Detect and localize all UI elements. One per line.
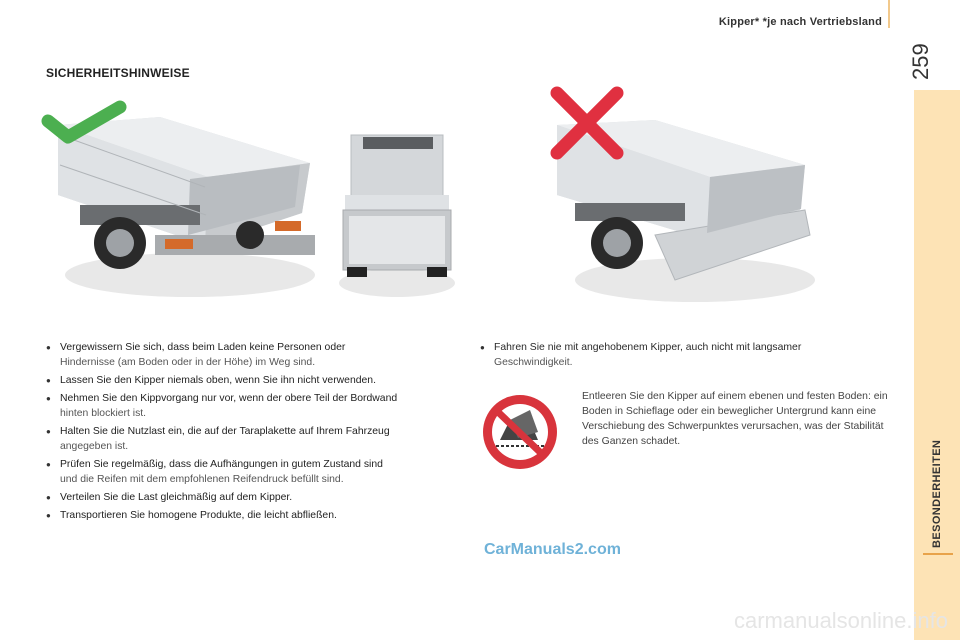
list-item: ● Verteilen Sie die Last gleichmäßig auf dem Kipper.	[46, 490, 464, 505]
truck-top-view-illustration	[335, 125, 460, 300]
page-number: 259	[908, 43, 933, 80]
list-item: ● Nehmen Sie den Kippvorgang nur vor, wenn der obere Teil der Bordwand hinten blockiert ist.	[46, 391, 464, 421]
truck-rear-correct-illustration	[40, 95, 320, 315]
stability-note: Entleeren Sie den Kipper auf einem ebenen und festen Boden: ein Boden in Schieflage oder ein beweglicher Untergrund kann eine Verschiebung des Schwerpunktes verursachen, was der Stabilität des Ganzen schadet.	[582, 391, 888, 447]
list-item: ● Halten Sie die Nutzlast ein, die auf der Taraplakette auf Ihrem Fahrzeug angegeben ist.	[46, 424, 464, 454]
list-item: ● Transportieren Sie homogene Produkte, die leicht abfließen.	[46, 508, 464, 523]
watermark-link[interactable]: CarManuals2.com	[484, 541, 621, 558]
sidebar-rule	[923, 553, 953, 555]
right-bullet-item: ● Fahren Sie nie mit angehobenem Kipper, auch nicht mit langsamer Geschwindigkeit.	[480, 340, 894, 370]
no-tipping-icon	[480, 392, 560, 472]
footer-watermark: carmanualsonline.info	[733, 608, 948, 633]
safety-bullet-list	[46, 340, 464, 526]
truck-raised-wrong-illustration	[545, 85, 820, 315]
sidebar-label-text: BESONDERHEITEN	[931, 439, 943, 548]
list-item: ● Lassen Sie den Kipper niemals oben, wenn Sie ihn nicht verwenden.	[46, 373, 464, 388]
list-item: ● Prüfen Sie regelmäßig, dass die Aufhängungen in gutem Zustand sind und die Reifen mit dem empfohlenen Reifendruck befüllt sind.	[46, 457, 464, 487]
header-divider	[888, 0, 890, 28]
running-header-title: Kipper* *je nach Vertriebsland	[718, 16, 882, 28]
list-item: ● Vergewissern Sie sich, dass beim Laden keine Personen oder Hindernisse (am Boden oder in der Höhe) im Weg sind.	[46, 340, 464, 370]
section-title: SICHERHEITSHINWEISE	[46, 66, 190, 80]
sidebar-tab	[914, 90, 960, 640]
